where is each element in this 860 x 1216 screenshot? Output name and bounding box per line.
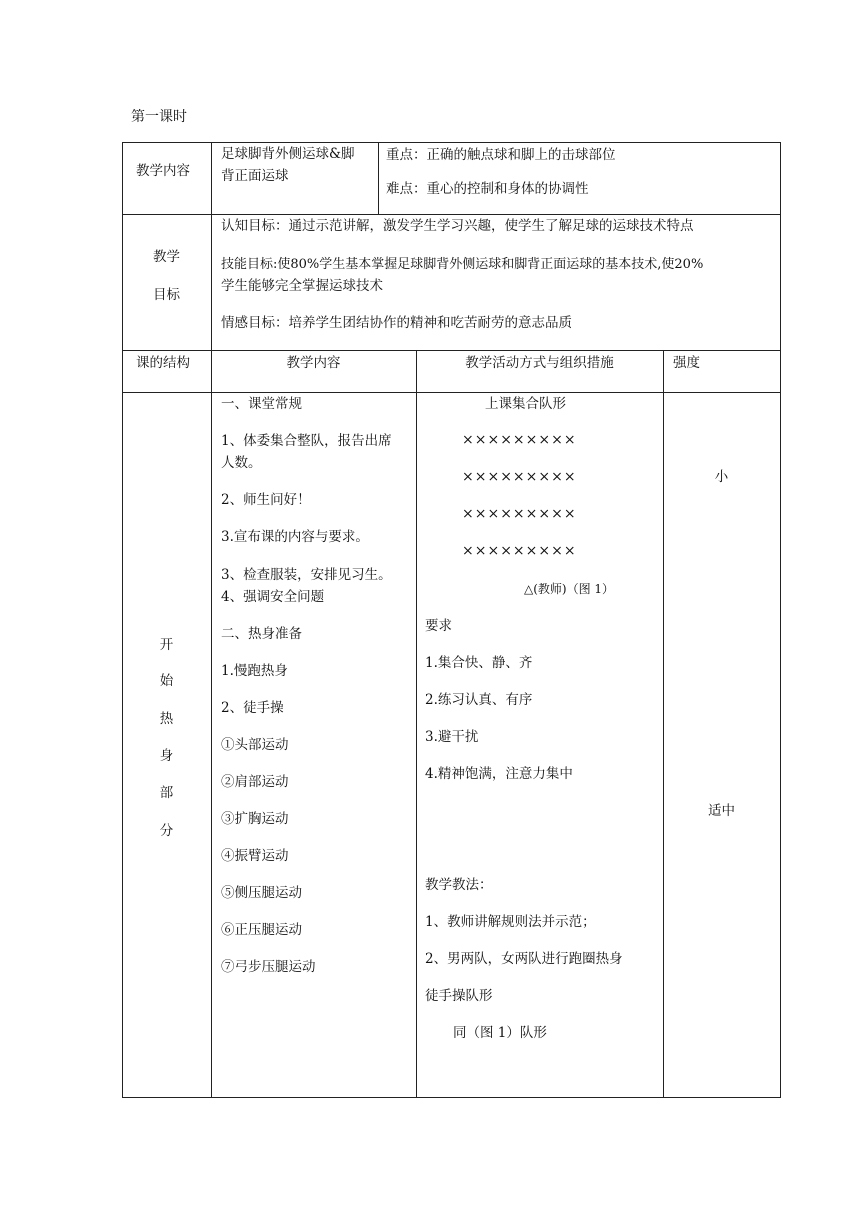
method-item: 1、教师讲解规则法并示范； <box>425 914 596 930</box>
content-item: 4、强调安全问题 <box>221 589 325 605</box>
cognitive-goal: 认知目标：通过示范讲解，激发学生学习兴趣，使学生了解足球的运球技术特点 <box>221 218 694 234</box>
content-item: 1.慢跑热身 <box>221 663 288 679</box>
same-formation: 同（图 1）队形 <box>453 1025 547 1041</box>
table-border-header-bottom <box>122 392 781 393</box>
header-structure: 课的结构 <box>136 355 190 371</box>
content-item: ⑦弓步压腿运动 <box>221 959 316 975</box>
section-label-char: 热 <box>159 711 174 727</box>
formation-row: ××××××××× <box>462 432 577 448</box>
table-border-right <box>780 142 781 1098</box>
content-item: 二、热身准备 <box>221 626 302 642</box>
content-item: 1、体委集合整队，报告出席 <box>221 433 392 449</box>
table-border-bottom <box>122 1097 781 1098</box>
section-label-char: 部 <box>159 785 174 801</box>
requirement-item: 4.精神饱满，注意力集中 <box>425 766 573 782</box>
content-item: ②肩部运动 <box>221 774 289 790</box>
content-item: 2、师生问好！ <box>221 492 311 508</box>
table-border-row2-bottom <box>122 350 781 351</box>
table-divider-col3 <box>663 350 664 1098</box>
requirement-item: 1.集合快、静、齐 <box>425 655 533 671</box>
skill-goal-line1: 技能目标:使80%学生基本掌握足球脚背外侧运球和脚背正面运球的基本技术,使20% <box>221 257 704 272</box>
table-border-top <box>122 142 781 143</box>
row1-content-line2: 背正面运球 <box>221 168 289 184</box>
skill-goal-line2: 学生能够完全掌握运球技术 <box>221 278 383 294</box>
header-content: 教学内容 <box>286 355 341 371</box>
row2-label-line2: 目标 <box>153 287 180 303</box>
table-divider-col1 <box>211 142 212 1098</box>
lesson-heading: 第一课时 <box>131 109 187 125</box>
content-item: ③扩胸运动 <box>221 811 289 827</box>
key-point: 重点：正确的触点球和脚上的击球部位 <box>386 147 616 163</box>
formation-title: 上课集合队形 <box>485 396 566 412</box>
intensity-low: 小 <box>714 469 729 485</box>
row2-label-line1: 教学 <box>153 249 180 265</box>
requirement-item: 3.避干扰 <box>425 729 479 745</box>
method-title: 教学教法： <box>425 877 493 893</box>
method-item: 徒手操队形 <box>425 988 493 1004</box>
content-item: 一、课堂常规 <box>221 396 302 412</box>
method-item: 2、男两队，女两队进行跑圈热身 <box>425 951 623 967</box>
row1-content-line1: 足球脚背外侧运球&脚 <box>221 146 355 162</box>
content-item: 3.宣布课的内容与要求。 <box>221 529 369 545</box>
requirements-title: 要求 <box>425 618 452 634</box>
table-border-row1-bottom <box>122 214 781 215</box>
section-label-char: 分 <box>159 823 174 839</box>
requirement-item: 2.练习认真、有序 <box>425 692 533 708</box>
section-label-char: 始 <box>159 673 174 689</box>
header-intensity: 强度 <box>673 355 700 371</box>
difficult-point: 难点：重心的控制和身体的协调性 <box>386 181 589 197</box>
content-item: 2、徒手操 <box>221 700 284 716</box>
emotion-goal: 情感目标：培养学生团结协作的精神和吃苦耐劳的意志品质 <box>221 315 572 331</box>
content-item: ⑥正压腿运动 <box>221 922 302 938</box>
header-activity: 教学活动方式与组织措施 <box>465 355 614 371</box>
intensity-moderate: 适中 <box>708 803 735 819</box>
content-item: ⑤侧压腿运动 <box>221 885 302 901</box>
teacher-note: △(教师)（图 1） <box>524 582 615 596</box>
formation-row: ××××××××× <box>462 543 577 559</box>
content-item: 人数。 <box>221 455 262 471</box>
formation-row: ××××××××× <box>462 506 577 522</box>
table-divider-row1-col2 <box>378 142 379 214</box>
row1-label: 教学内容 <box>136 163 190 179</box>
formation-row: ××××××××× <box>462 469 577 485</box>
section-label-char: 开 <box>159 637 174 653</box>
table-divider-col2 <box>416 350 417 1098</box>
content-item: 3、检查服装，安排见习生。 <box>221 567 392 583</box>
section-label-char: 身 <box>159 748 174 764</box>
content-item: ④振臂运动 <box>221 848 289 864</box>
content-item: ①头部运动 <box>221 737 289 753</box>
